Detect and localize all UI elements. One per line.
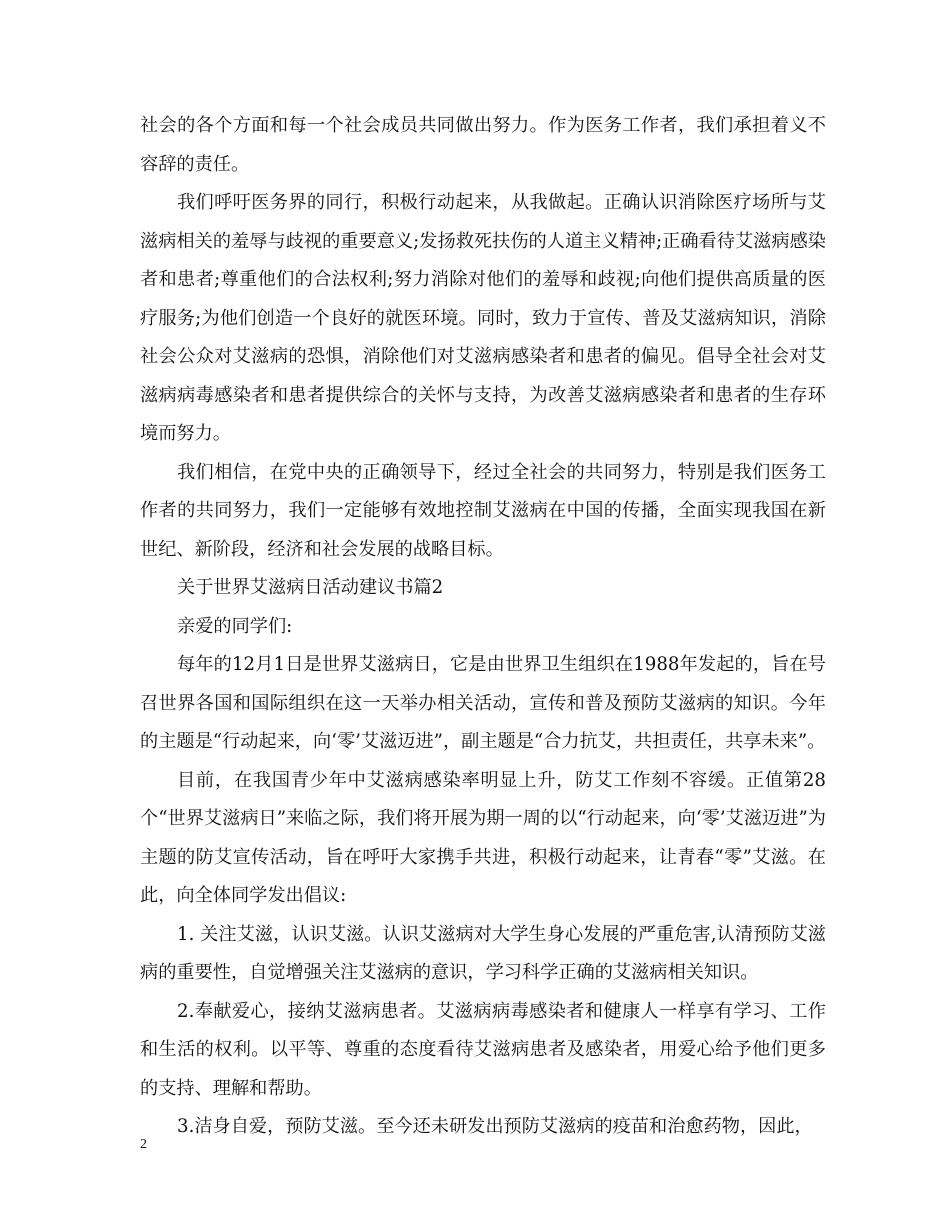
numbered-item: 1. 关注艾滋，认识艾滋。认识艾滋病对大学生身心发展的严重危害,认清预防艾滋病的重要性，自觉增强关注艾滋病的意识，学习科学正确的艾滋病相关知识。 [140, 923, 826, 983]
body-paragraph: 我们呼吁医务界的同行，积极行动起来，从我做起。正确认识消除医疗场所与艾滋病相关的羞辱与歧视的重要意义;发扬救死扶伤的人道主义精神;正确看待艾滋病感染者和患者;尊重他们的合法权利;努力消除对他们的羞辱和歧视;向他们提供高质量的医疗服务;为他们创造一个良好的就医环境。同时，致力于宣传、普及艾滋病知识，消除社会公众对艾滋病的恐惧，消除他们对艾滋病感染者和患者的偏见。倡导全社会对艾滋病病毒感染者和患者提供综合的关怀与支持，为改善艾滋病感染者和患者的生存环境而努力。 [140, 192, 826, 444]
body-paragraph: 我们相信，在党中央的正确领导下，经过全社会的共同努力，特别是我们医务工作者的共同努力，我们一定能够有效地控制艾滋病在中国的传播，全面实现我国在新世纪、新阶段，经济和社会发展的战略目标。 [140, 461, 826, 560]
page-number: 2 [140, 1137, 147, 1152]
numbered-item: 3.洁身自爱，预防艾滋。至今还未研发出预防艾滋病的疫苗和治愈药物，因此， [177, 1116, 813, 1137]
body-paragraph: 每年的12月1日是世界艾滋病日，它是由世界卫生组织在1988年发起的，旨在号召世界各国和国际组织在这一天举办相关活动，宣传和普及预防艾滋病的知识。今年的主题是“行动起来，向‘零’艾滋迈进”，副主题是“合力抗艾，共担责任，共享未来”。 [140, 654, 826, 752]
body-paragraph: 目前，在我国青少年中艾滋病感染率明显上升，防艾工作刻不容缓。正值第28个“世界艾滋病日”来临之际，我们将开展为期一周的以“行动起来，向‘零’艾滋迈进”为主题的防艾宣传活动，旨在呼吁大家携手共进，积极行动起来，让青春“零”艾滋。在此，向全体同学发出倡议: [140, 769, 826, 906]
section-heading: 关于世界艾滋病日活动建议书篇2 [177, 577, 444, 598]
document-body [140, 107, 826, 1147]
body-paragraph: 社会的各个方面和每一个社会成员共同做出努力。作为医务工作者，我们承担着义不容辞的责任。 [140, 115, 826, 175]
numbered-item: 2.奉献爱心，接纳艾滋病患者。艾滋病病毒感染者和健康人一样享有学习、工作和生活的权利。以平等、尊重的态度看待艾滋病患者及感染者，用爱心给予他们更多的支持、理解和帮助。 [140, 1000, 826, 1099]
salutation: 亲爱的同学们: [177, 615, 293, 637]
